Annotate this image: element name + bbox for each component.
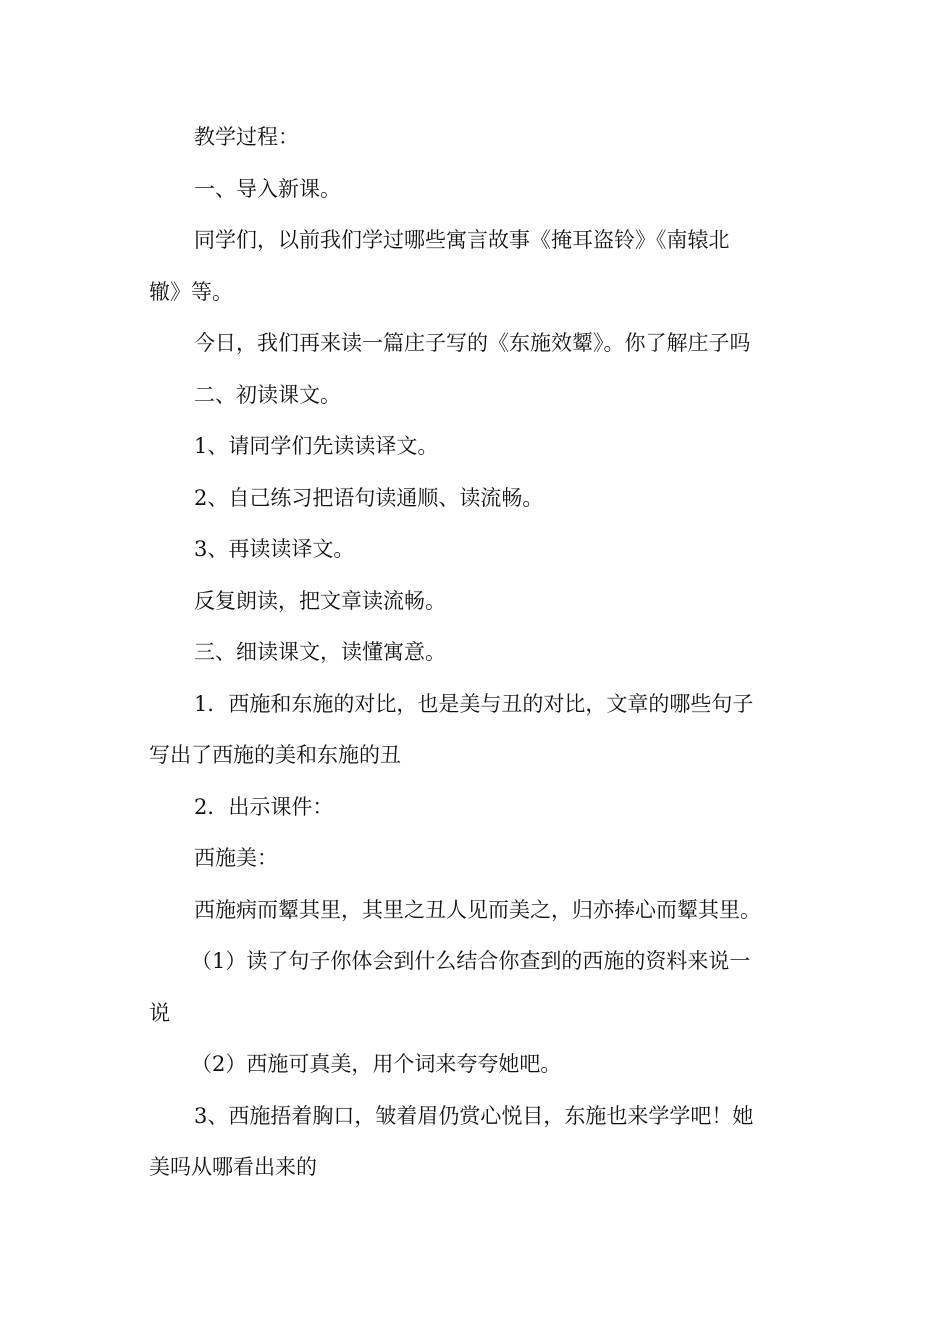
- document-body: [149, 112, 799, 1194]
- text-line: 2、自己练习把语句读通顺、读流畅。: [194, 485, 544, 510]
- text-line: 美吗从哪看出来的: [149, 1155, 317, 1179]
- section-heading: 一、导入新课。: [194, 176, 341, 201]
- section-heading: 三、细读课文，读懂寓意。: [194, 640, 446, 664]
- text-line: 西施美：: [194, 846, 278, 870]
- text-line: 西施病而颦其里，其里之丑人见而美之，归亦捧心而颦其里。: [194, 897, 761, 922]
- text-line: 今日，我们再来读一篇庄子写的《东施效颦》。你了解庄子吗: [194, 331, 751, 355]
- text-line: 1．西施和东施的对比，也是美与丑的对比，文章的哪些句子: [194, 691, 754, 716]
- text-line: 1、请同学们先读读译文。: [194, 434, 439, 458]
- text-line: 2．出示课件：: [194, 794, 334, 819]
- text-line: 教学过程：: [194, 125, 299, 149]
- text-line: （1）读了句子你体会到什么结合你查到的西施的资料来说一: [191, 949, 751, 973]
- text-line: 辙》等。: [149, 279, 233, 304]
- text-line: 反复朗读，把文章读流畅。: [194, 588, 446, 613]
- text-line: 写出了西施的美和东施的丑: [149, 743, 401, 767]
- text-line: 3、西施捂着胸口，皱着眉仍赏心悦目，东施也来学学吧！她: [194, 1103, 754, 1128]
- text-line: 同学们，以前我们学过哪些寓言故事《掩耳盗铃》《南辕北: [194, 228, 730, 252]
- text-line: 说: [149, 1000, 170, 1025]
- section-heading: 二、初读课文。: [194, 382, 341, 407]
- text-line: （2）西施可真美，用个词来夸夸她吧。: [191, 1052, 562, 1076]
- text-line: 3、再读读译文。: [194, 537, 355, 561]
